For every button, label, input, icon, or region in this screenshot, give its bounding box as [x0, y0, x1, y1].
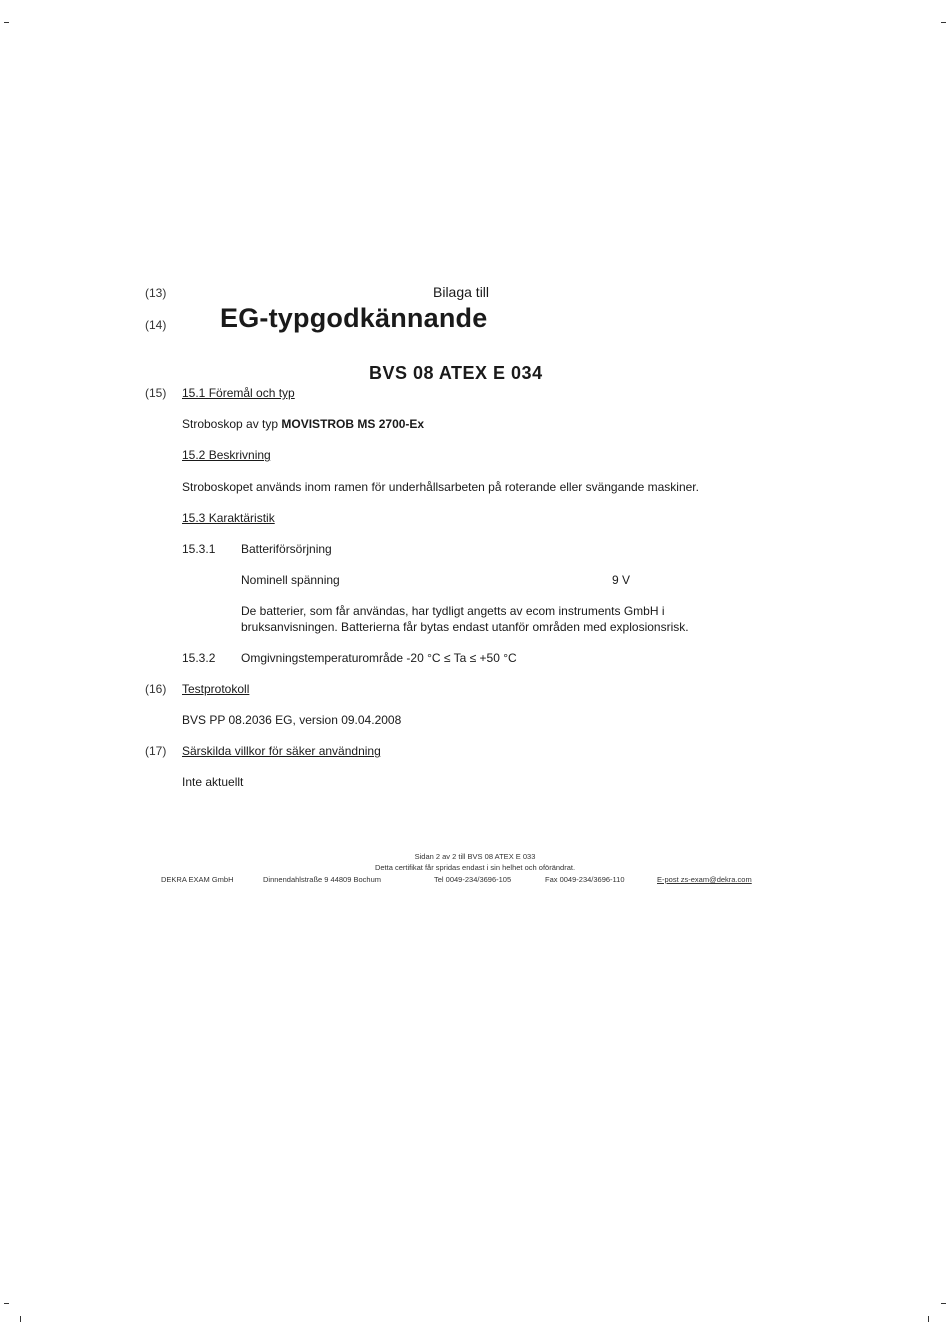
certificate-number: BVS 08 ATEX E 034: [369, 363, 543, 383]
object-type-prefix: Stroboskop av typ: [182, 417, 282, 431]
subsection-15-3-1-number: 15.3.1: [182, 542, 216, 556]
footer-distribution-note: Detta certifikat får spridas endast i sin helhet och oförändrat.: [374, 863, 576, 872]
crop-mark-bottom-left-tick: [20, 1316, 21, 1322]
heading-15-2: 15.2 Beskrivning: [182, 448, 271, 462]
special-conditions-text: Inte aktuellt: [182, 775, 244, 789]
crop-mark-bottom-left: [4, 1303, 9, 1304]
crop-mark-top-right: [941, 22, 946, 23]
heading-special-conditions: Särskilda villkor för säker användning: [182, 744, 381, 758]
heading-15-3: 15.3 Karaktäristik: [182, 511, 275, 525]
nominal-voltage-value: 9 V: [612, 573, 631, 587]
crop-mark-bottom-right-tick: [928, 1316, 929, 1322]
item-number-14: (14): [145, 318, 167, 332]
battery-note-line-1: De batterier, som får användas, har tydligt angetts av ecom instruments GmbH i: [241, 604, 665, 618]
footer-page-info: Sidan 2 av 2 till BVS 08 ATEX E 033: [414, 852, 536, 861]
subsection-15-3-2-number: 15.3.2: [182, 651, 216, 665]
description-text: Stroboskopet används inom ramen för underhållsarbeten på roterande eller svängande maskiner.: [182, 480, 699, 494]
footer-email-link[interactable]: E-post zs-exam@dekra.com: [657, 875, 752, 884]
item-number-16: (16): [145, 682, 167, 696]
ambient-temperature-range: Omgivningstemperaturområde -20 °C ≤ Ta ≤ +50 °C: [241, 651, 517, 665]
footer-company: DEKRA EXAM GmbH: [161, 875, 234, 884]
heading-test-report: Testprotokoll: [182, 682, 250, 696]
subsection-15-3-1-label: Batteriförsörjning: [241, 542, 332, 556]
battery-note-line-2: bruksanvisningen. Batterierna får bytas endast utanför områden med explosionsrisk.: [241, 620, 689, 634]
heading-15-1: 15.1 Föremål och typ: [182, 386, 295, 400]
object-type-model: MOVISTROB MS 2700-Ex: [281, 417, 425, 431]
item-number-13: (13): [145, 286, 167, 300]
footer-fax: Fax 0049-234/3696-110: [545, 875, 625, 884]
document-subtitle: Bilaga till: [433, 284, 490, 300]
crop-mark-top-left: [4, 22, 9, 23]
crop-mark-bottom-right: [941, 1303, 946, 1304]
item-number-17: (17): [145, 744, 167, 758]
footer-address: Dinnendahlstraße 9 44809 Bochum: [263, 875, 381, 884]
nominal-voltage-label: Nominell spänning: [241, 573, 340, 587]
document-title: EG-typgodkännande: [220, 303, 488, 333]
test-report-reference: BVS PP 08.2036 EG, version 09.04.2008: [182, 713, 402, 727]
footer-phone: Tel 0049-234/3696-105: [434, 875, 512, 884]
item-number-15: (15): [145, 386, 167, 400]
object-type-line: [182, 417, 424, 431]
